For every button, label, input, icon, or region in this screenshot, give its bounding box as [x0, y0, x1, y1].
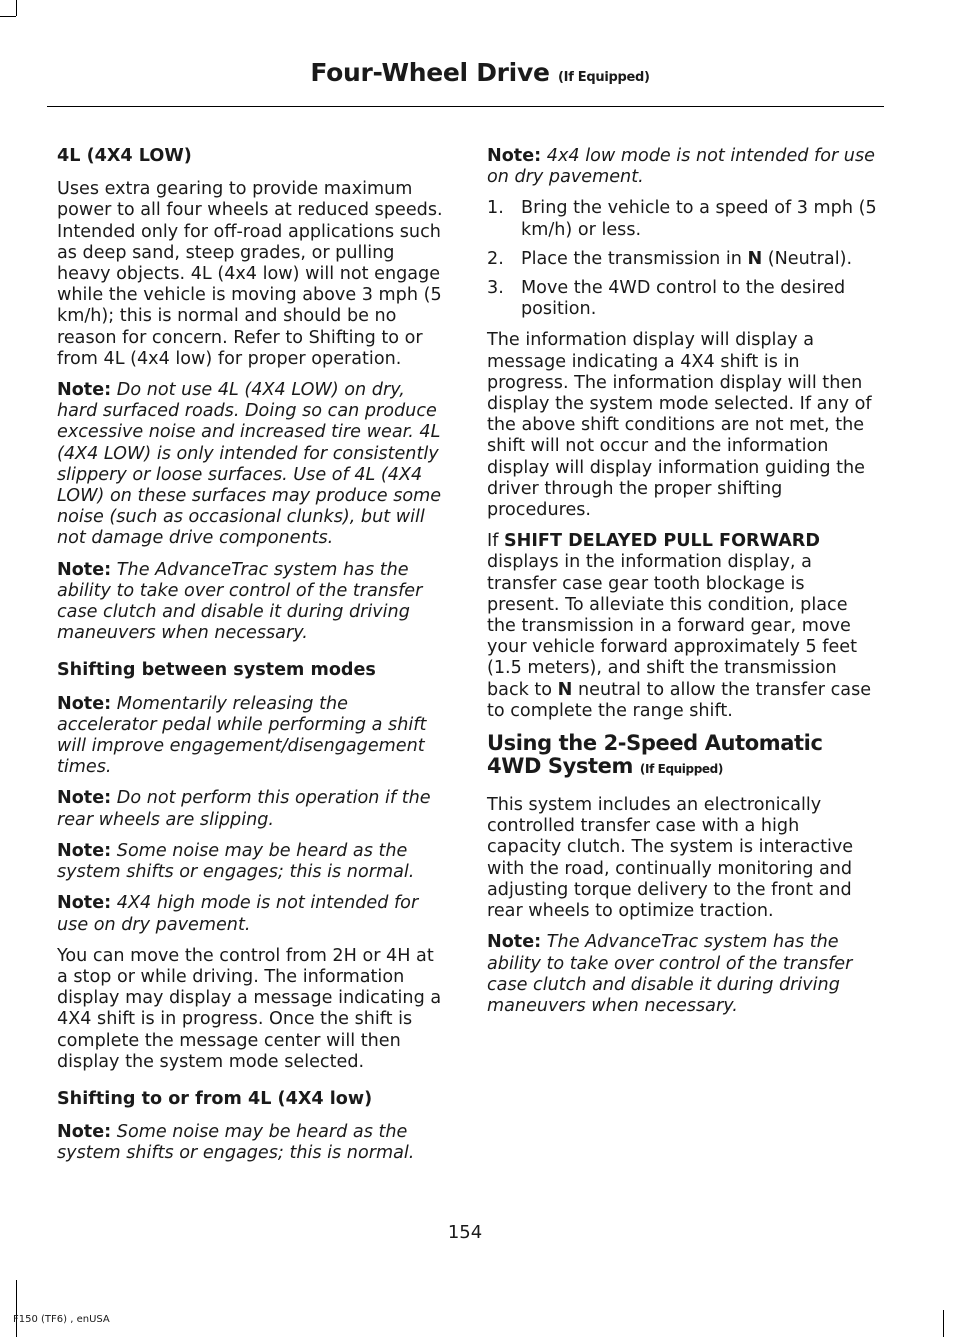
heading-4l: 4L (4X4 LOW)	[57, 146, 192, 166]
note	[57, 1122, 449, 1164]
note-text: Some noise may be heard as the system shifts or engages; this is normal.	[57, 1122, 415, 1164]
step-text: Move the 4WD control to the desired position.	[521, 278, 846, 320]
left-column	[57, 146, 449, 1175]
note	[487, 146, 879, 188]
text-span: neutral to allow the transfer case to complete the range shift.	[487, 679, 872, 721]
list-item	[487, 198, 879, 240]
step-number: 2.	[487, 248, 504, 269]
crop-mark	[16, 0, 17, 16]
note	[57, 893, 449, 935]
page-title	[0, 58, 960, 87]
step-text: Bring the vehicle to a speed of 3 mph (5 km/h) or less.	[521, 198, 877, 240]
crop-mark	[0, 16, 16, 17]
note-text: The AdvanceTrac system has the ability to take over control of the transfer case clutch and disable it during driving maneuvers when necessary.	[487, 932, 853, 1016]
note	[57, 788, 449, 830]
paragraph-info-display: The information display will display a message indicating a 4X4 shift is in progress. The information display will then display the system mode selected. If any of the above shift conditions are not met, the shift will not occur and the information display will display information guiding the driver through the proper shifting procedures.	[487, 330, 872, 521]
message-shift-delayed: SHIFT DELAYED PULL FORWARD	[503, 531, 820, 552]
note-text: 4x4 low mode is not intended for use on dry pavement.	[487, 146, 875, 188]
crop-mark	[16, 1280, 17, 1337]
note-text: 4X4 high mode is not intended for use on dry pavement.	[57, 893, 419, 935]
step-number: 1.	[487, 198, 504, 219]
crop-mark	[943, 1310, 944, 1337]
heading-shifting-4l: Shifting to or from 4L (4X4 low)	[57, 1088, 373, 1109]
gear-n: N	[747, 248, 763, 269]
note-label: Note:	[487, 146, 542, 166]
note-label: Note:	[57, 893, 112, 914]
gear-n: N	[557, 679, 573, 700]
paragraph-system: This system includes an electronically controlled transfer case with a high capacity clutch. The system is interactive with the road, continually monitoring and adjusting torque delivery to the front and rear wheels to optimize traction.	[487, 795, 854, 922]
right-column	[487, 146, 879, 1027]
heading-2-speed-4wd	[487, 732, 879, 781]
note-label: Note:	[57, 559, 112, 580]
note-text: Momentarily releasing the accelerator pedal while performing a shift will improve engagement/disengagement times.	[57, 693, 427, 778]
step-text: Place the transmission in	[521, 248, 748, 269]
note	[57, 694, 449, 779]
steps-list	[487, 198, 879, 320]
paragraph-move-control: You can move the control from 2H or 4H at a stop or while driving. The information display may display a message indicating a 4X4 shift is in progress. Once the shift is complete the message center will then display the system mode selected.	[57, 945, 442, 1072]
list-item	[487, 249, 879, 270]
note-text: Do not perform this operation if the rear wheels are slipping.	[57, 788, 431, 830]
paragraph-4l: Uses extra gearing to provide maximum power to all four wheels at reduced speeds. Intended only for off-road applications such as deep sand, steep grades, or pulling heavy objects. 4L (4x4 low) will not engage while the vehicle is moving above 3 mph (5 km/h); this is normal and should be no reason for concern. Refer to Shifting to or from 4L (4x4 low) for proper operation.	[57, 179, 443, 369]
note-label: Note:	[57, 1122, 112, 1143]
step-number: 3.	[487, 278, 504, 299]
note-text: The AdvanceTrac system has the ability to take over control of the transfer case clutch and disable it during driving maneuvers when necessary.	[57, 559, 423, 644]
page-number: 154	[447, 1222, 483, 1243]
heading-shifting-modes: Shifting between system modes	[57, 660, 376, 681]
section-subtitle: (If Equipped)	[558, 70, 650, 85]
note-label: Note:	[57, 693, 112, 714]
section-title: Four-Wheel Drive	[310, 58, 550, 87]
note-label: Note:	[57, 840, 112, 861]
note-text: Some noise may be heard as the system shifts or engages; this is normal.	[57, 840, 415, 883]
note-label: Note:	[487, 932, 542, 953]
footer-doc-id: F150 (TF6) , enUSA	[13, 1314, 110, 1325]
text-span: If	[487, 531, 504, 552]
note	[57, 380, 449, 550]
note	[57, 560, 449, 645]
note-label: Note:	[57, 380, 112, 401]
heading-text: Using the 2-Speed Automatic 4WD System	[487, 731, 823, 779]
note	[487, 932, 879, 1017]
heading-subtitle: (If Equipped)	[639, 762, 723, 777]
paragraph-shift-delayed	[487, 531, 879, 722]
note-text: Do not use 4L (4X4 LOW) on dry, hard surfaced roads. Doing so can produce excessive noise and increased tire wear. 4L (4X4 LOW) is only intended for consistently slippery or loose surfaces. Use of 4L (4X4 LOW) on these surfaces may produce some noise (such as occasional clunks), but will not damage drive components.	[57, 380, 442, 549]
list-item	[487, 278, 879, 320]
text-span: displays in the information display, a transfer case gear tooth blockage is present. To alleviate this condition, place the transmission in a forward gear, move your vehicle forward approximately 5 feet (1.5 meters), and shift the transmission back to	[487, 552, 858, 700]
note	[57, 841, 449, 883]
note-label: Note:	[57, 788, 112, 809]
step-text: (Neutral).	[762, 248, 853, 269]
header-rule	[47, 106, 884, 107]
